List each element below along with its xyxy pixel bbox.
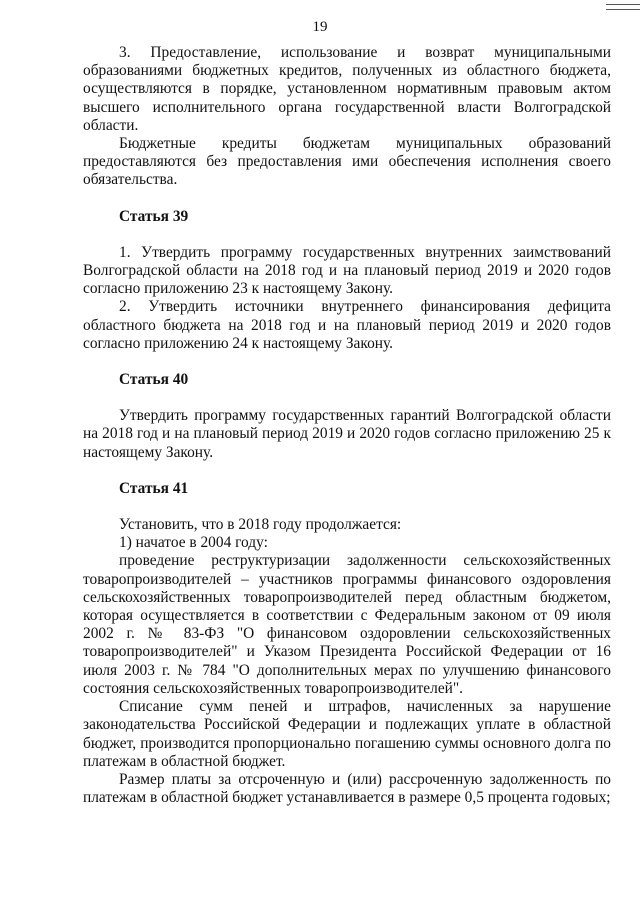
article-41-payment-rate: Размер платы за отсроченную и (или) рассроченную задолженность по платежам в областной бюджет устанавливается в размере 0,5 процента годовых; [83, 770, 611, 807]
article-41-intro: Установить, что в 2018 году продолжается: [119, 516, 402, 534]
spacer [83, 190, 611, 208]
spacer [83, 389, 611, 407]
spacer [83, 353, 611, 371]
spacer [83, 226, 611, 244]
paragraph-3-credits: 3. Предоставление, использование и возврат муниципальными образованиями бюджетных кредитов, полученных из областного бюджета, осуществляются в порядке, установленном нормативным правовым актом высшего исполнительного органа государственной власти Волгоградской области. [83, 44, 611, 134]
article-40-text: Утвердить программу государственных гарантий Волгоградской области на 2018 год и на плановый период 2019 и 2020 годов согласно приложению 25 к настоящему Закону. [83, 407, 611, 461]
spacer [83, 498, 611, 516]
document-body [83, 44, 611, 807]
article-40-heading: Статья 40 [119, 371, 189, 389]
article-39-item-1: 1. Утвердить программу государственных внутренних заимствований Волгоградской области на 2018 год и на плановый период 2019 и 2020 годов согласно приложению 23 к настоящему Закону. [83, 243, 611, 298]
paragraph-budget-credits: Бюджетные кредиты бюджетам муниципальных образований предоставляются без предоставления ими обеспечения исполнения своего обязательства. [83, 135, 611, 189]
article-41-restructuring: проведение реструктуризации задолженности сельскохозяйственных товаропроизводителей – участников программы финансового оздоровления сельскохозяйственных товаропроизводителей перед областным бюджетом, которая осуществляется в соответствии с Федеральным законом от 09 июля 2002 г. № 83-ФЗ "О финансовом оздоровлении сельскохозяйственных товаропроизводителей" и Указом Президента Российской Федерации от 16 июля 2003 г. № 784 "О дополнительных мерах по улучшению финансового состояния сельскохозяйственных товаропроизводителей". [83, 552, 611, 697]
article-39-heading: Статья 39 [119, 207, 189, 225]
spacer [83, 462, 611, 480]
page-number: 19 [312, 19, 328, 35]
article-41-heading: Статья 41 [119, 479, 189, 497]
article-39-item-2: 2. Утвердить источники внутреннего финансирования дефицита областного бюджета на 2018 год и на плановый период 2019 и 2020 годов согласно приложению 24 к настоящему Закону. [83, 298, 611, 352]
corner-mark [606, 4, 640, 10]
article-41-item-1: 1) начатое в 2004 году: [119, 534, 268, 552]
article-41-penalties: Списание сумм пеней и штрафов, начисленных за нарушение законодательства Российской Федерации и подлежащих уплате в областной бюджет, производится пропорционально погашению суммы основного долга по платежам в областной бюджет. [83, 698, 611, 770]
